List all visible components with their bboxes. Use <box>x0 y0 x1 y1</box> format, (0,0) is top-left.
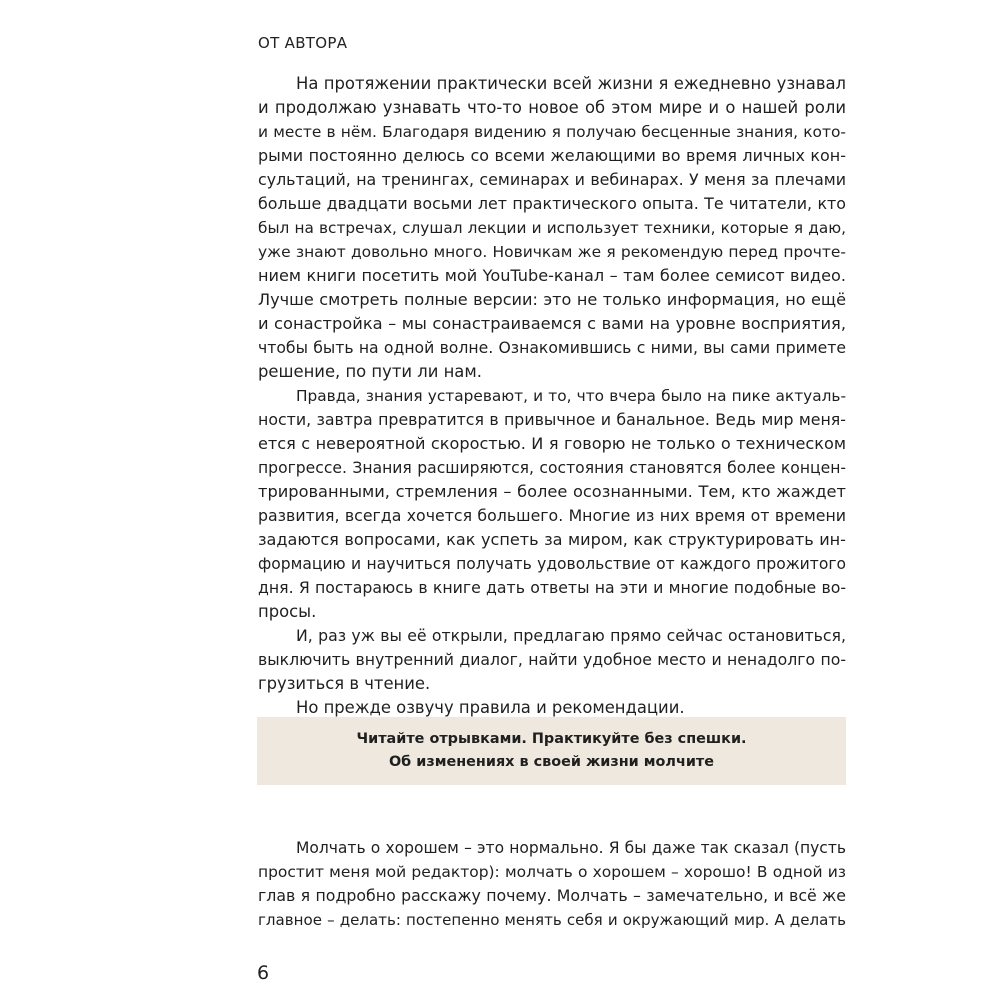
paragraph-line: и продолжаю узнавать что-то новое об этом мире и о нашей роли <box>258 98 846 117</box>
running-head: ОТ АВТОРА <box>258 34 348 52</box>
paragraph-line: был на встречах, слушал лекции и использует техники, которые я даю, <box>258 219 846 237</box>
paragraph-line: На протяжении практически всей жизни я ежедневно узнавал <box>296 74 846 93</box>
paragraph-line: решение, по пути ли нам. <box>258 362 482 381</box>
paragraph-line: грузиться в чтение. <box>258 674 431 693</box>
body-text-block <box>258 836 846 932</box>
paragraph-line: и сонастройка – мы сонастраиваемся с вами на уровне восприятия, <box>258 314 846 333</box>
paragraph-line: нием книги посетить мой YouTube-канал – там более семисот видео. <box>258 266 846 285</box>
paragraph-line: и месте в нём. Благодаря видению я получаю бесценные знания, кото- <box>258 123 846 141</box>
paragraph-line: просы. <box>258 602 317 621</box>
paragraph-line: прогрессе. Знания расширяются, состояния становятся более концен- <box>258 459 846 477</box>
paragraph-line: ется с невероятной скоростью. И я говорю не только о техническом <box>258 434 846 453</box>
paragraph-line: сультаций, на тренингах, семинарах и вебинарах. У меня за плечами <box>258 170 846 189</box>
callout-line: Об изменениях в своей жизни молчите <box>388 754 715 770</box>
paragraph-line: Молчать о хорошем – это нормально. Я бы даже так сказал (пусть <box>296 839 846 857</box>
paragraph-line: уже знают довольно много. Новичкам же я рекомендую перед прочте- <box>258 243 846 261</box>
paragraph-line: чтобы быть на одной волне. Ознакомившись с ними, вы сами примете <box>258 338 846 357</box>
paragraph-line: развития, всегда хочется большего. Многие из них время от времени <box>258 506 846 525</box>
paragraph-line: больше двадцати восьми лет практического опыта. Те читатели, кто <box>258 194 846 213</box>
paragraph-line: И, раз уж вы её открыли, предлагаю прямо сейчас остановиться, <box>296 626 846 645</box>
paragraph-line: главное – делать: постепенно менять себя и окружающий мир. А делать <box>258 911 846 929</box>
callout-box <box>257 717 846 785</box>
paragraph-line: дня. Я постараюсь в книге дать ответы на эти и многие подобные во- <box>258 578 846 597</box>
paragraph-line: задаются вопросами, как успеть за миром, как структурировать ин- <box>258 530 846 549</box>
paragraph-line: Но прежде озвучу правила и рекомендации. <box>296 698 685 717</box>
paragraph-line: глав я подробно расскажу почему. Молчать – замечательно, и всё же <box>258 886 846 905</box>
paragraph-line: Лучше смотреть полные версии: это не только информация, но ещё <box>258 290 846 309</box>
paragraph-line: трированными, стремления – более осознанными. Тем, кто жаждет <box>258 482 846 501</box>
paragraph-line: рыми постоянно делюсь со всеми желающими во время личных кон- <box>258 146 846 165</box>
paragraph-line: формацию и научиться получать удовольствие от каждого прожитого <box>258 555 846 573</box>
paragraph-line: простит меня мой редактор): молчать о хорошем – хорошо! В одной из <box>258 863 846 881</box>
paragraph-line: Правда, знания устаревают, и то, что вчера было на пике актуаль- <box>296 387 846 405</box>
page-number: 6 <box>257 962 270 984</box>
paragraph-line: выключить внутренний диалог, найти удобное место и ненадолго по- <box>258 650 846 669</box>
callout-line: Читайте отрывками. Практикуйте без спешки. <box>356 731 747 747</box>
body-text-block <box>258 72 846 720</box>
paragraph-line: ности, завтра превратится в привычное и банальное. Ведь мир меня- <box>258 410 846 429</box>
